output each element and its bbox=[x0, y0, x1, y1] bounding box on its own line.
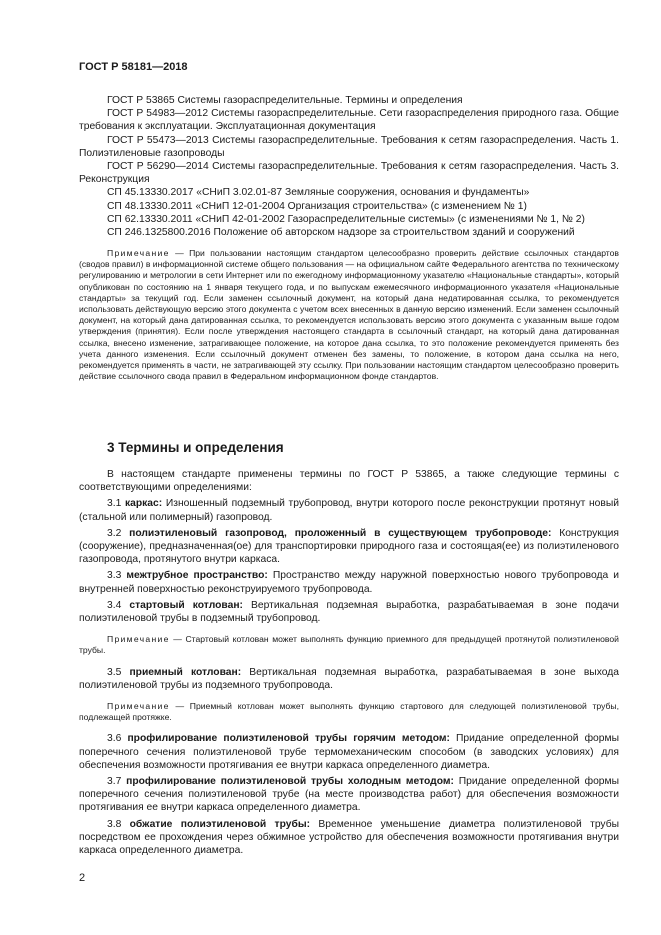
term-definition: Временное уменьшение диаметра полиэтиленовой трубы посредством ее прохождения через обжимное устройство для обеспечения возможности протягивания внутри каркаса определенного диаметра. bbox=[79, 818, 619, 857]
term-definition: Вертикальная подземная выработка, разрабатываемая в зоне подачи полиэтиленовой трубы в подземный трубопровод. bbox=[79, 599, 619, 625]
term-definition: Конструкция (сооружение), предназначенная(ое) для транспортировки природного газа и состоящая(ее) из полиэтиленового газопровода, протянутого внутри каркаса. bbox=[79, 527, 619, 566]
term-number: 3.2 bbox=[107, 527, 130, 539]
term-name: профилирование полиэтиленовой трубы горячим методом: bbox=[127, 733, 450, 745]
term-name: стартовый котлован: bbox=[129, 599, 243, 611]
term-definition: Изношенный подземный трубопровод, внутри которого после реконструкции протянут новый (стальной или полимерный) газопровод. bbox=[79, 498, 619, 523]
term-name: обжатие полиэтиленовой трубы: bbox=[129, 818, 311, 830]
standard-header: ГОСТ Р 58181—2018 bbox=[79, 61, 188, 73]
term-entry bbox=[79, 527, 619, 567]
reference-item: ГОСТ Р 54983—2012 Системы газораспределительные. Сети газораспределения природного газа. Общие требования к эксплуатации. Эксплуатационная документация bbox=[79, 108, 619, 133]
term-name: профилирование полиэтиленовой трубы холодным методом: bbox=[126, 776, 454, 788]
term-entry bbox=[79, 599, 619, 625]
term-number: 3.7 bbox=[107, 776, 127, 788]
term-name: каркас: bbox=[124, 498, 163, 510]
term-number: 3.5 bbox=[107, 666, 130, 678]
term-name: межтрубное пространство: bbox=[126, 570, 268, 582]
term-entry bbox=[79, 569, 619, 595]
term-definition: Вертикальная подземная выработка, разрабатываемая в зоне выхода полиэтиленовой трубы из подземного трубопровода. bbox=[79, 666, 619, 691]
term-number: 3.8 bbox=[107, 818, 130, 830]
reference-item: ГОСТ Р 55473—2013 Системы газораспределительные. Требования к сетям газораспределения. Часть 1. Полиэтиленовые газопроводы bbox=[79, 134, 619, 159]
section-title: 3 Термины и определения bbox=[107, 440, 284, 455]
note-label: Примечание bbox=[107, 248, 170, 258]
term-name: приемный котлован: bbox=[129, 666, 242, 678]
page-number: 2 bbox=[79, 872, 86, 884]
section-intro: В настоящем стандарте применены термины по ГОСТ Р 53865, а также следующие термины с соответствующими определениями: bbox=[79, 469, 619, 494]
note-text: — Приемный котлован может выполнять функцию стартового для следующей полиэтиленовой трубы, подлежащей протяжке. bbox=[79, 701, 619, 723]
reference-item: СП 246.1325800.2016 Положение об авторском надзоре за строительством зданий и сооружений bbox=[107, 227, 575, 239]
term-definition: Пространство между наружной поверхностью нового трубопровода и внутренней поверхностью реконструируемого трубопровода. bbox=[79, 570, 620, 595]
note-label: Примечание bbox=[107, 634, 170, 645]
note-label: Примечание bbox=[107, 701, 170, 712]
term-definition: Придание определенной формы поперечного сечения полиэтиленовой трубе (на месте производства работ) для обеспечения возможности протягивания ее внутри каркаса определенного диаметра. bbox=[79, 776, 620, 814]
term-note bbox=[79, 634, 619, 656]
term-entry bbox=[79, 732, 619, 772]
term-number: 3.6 bbox=[107, 733, 128, 745]
term-note bbox=[79, 701, 619, 723]
reference-item: ГОСТ Р 53865 Системы газораспределительные. Термины и определения bbox=[107, 95, 463, 106]
normative-references bbox=[79, 94, 619, 239]
reference-item: СП 62.13330.2011 «СНиП 42-01-2002 Газораспределительные системы» (с изменениями № 1, № 2) bbox=[107, 213, 585, 225]
term-entry bbox=[79, 818, 619, 858]
note-text: — Стартовый котлован может выполнять функцию приемного для предыдущей протянутой полиэтиленовой трубы. bbox=[79, 634, 619, 656]
term-number: 3.1 bbox=[107, 498, 125, 510]
reference-item: СП 48.13330.2011 «СНиП 12-01-2004 Организация строительства» (с изменением № 1) bbox=[107, 200, 527, 212]
term-entry bbox=[79, 775, 619, 815]
reference-item: ГОСТ Р 56290—2014 Системы газораспределительные. Требования к сетям газораспределения. Часть 3. Реконструкция bbox=[79, 161, 619, 186]
term-number: 3.4 bbox=[107, 599, 130, 611]
term-entry bbox=[79, 666, 619, 692]
term-number: 3.3 bbox=[107, 570, 127, 582]
term-definition: Придание определенной формы поперечного сечения полиэтиленовой трубе термомеханическим способом (в заводских условиях) для обеспечения возможности протягивания ее внутри каркаса определенного диаметра. bbox=[79, 733, 619, 771]
terms-section bbox=[79, 468, 619, 860]
term-name: полиэтиленовый газопровод, проложенный в существующем трубопроводе: bbox=[129, 527, 552, 539]
reference-item: СП 45.13330.2017 «СНиП 3.02.01-87 Земляные сооружения, основания и фундаменты» bbox=[107, 187, 530, 199]
term-entry bbox=[79, 497, 619, 523]
note-text: — При пользовании настоящим стандартом целесообразно проверить действие ссылочных стандартов (сводов правил) в информационной системе общего пользования — на официальном сайте Федерального агентства по техническому регулированию и метрологии в сети Интернет или по ежегодному информационному указателю «Национальные стандарты», который опубликован по состоянию на 1 января текущего года, и по выпускам ежемесячного информационного указателя «Национальные стандарты» за текущий год. Если заменен ссылочный документ, на который дана недатированная ссылка, то рекомендуется использовать действующую версию этого документа с учетом всех внесенных в данную версию изменений. Если заменен ссылочный документ, на который дана датированная ссылка, то рекомендуется использовать версию этого документа с указанным выше годом утверждения (принятия). Если после утверждения настоящего стандарта в ссылочный стандарт, на который дана датированная ссылка, внесено изменение, затрагивающее положение, на которое дана ссылка, то это положение рекомендуется применять без учета данного изменения. Если ссылочный документ отменен без замены, то положение, в котором дана ссылка на него, рекомендуется применять в части, не затрагивающей эту ссылку. При пользовании настоящим стандартом целесообразно проверить действие ссылочного свода правил в Федеральном информационном фонде стандартов. bbox=[79, 248, 619, 382]
references-note bbox=[79, 248, 619, 382]
